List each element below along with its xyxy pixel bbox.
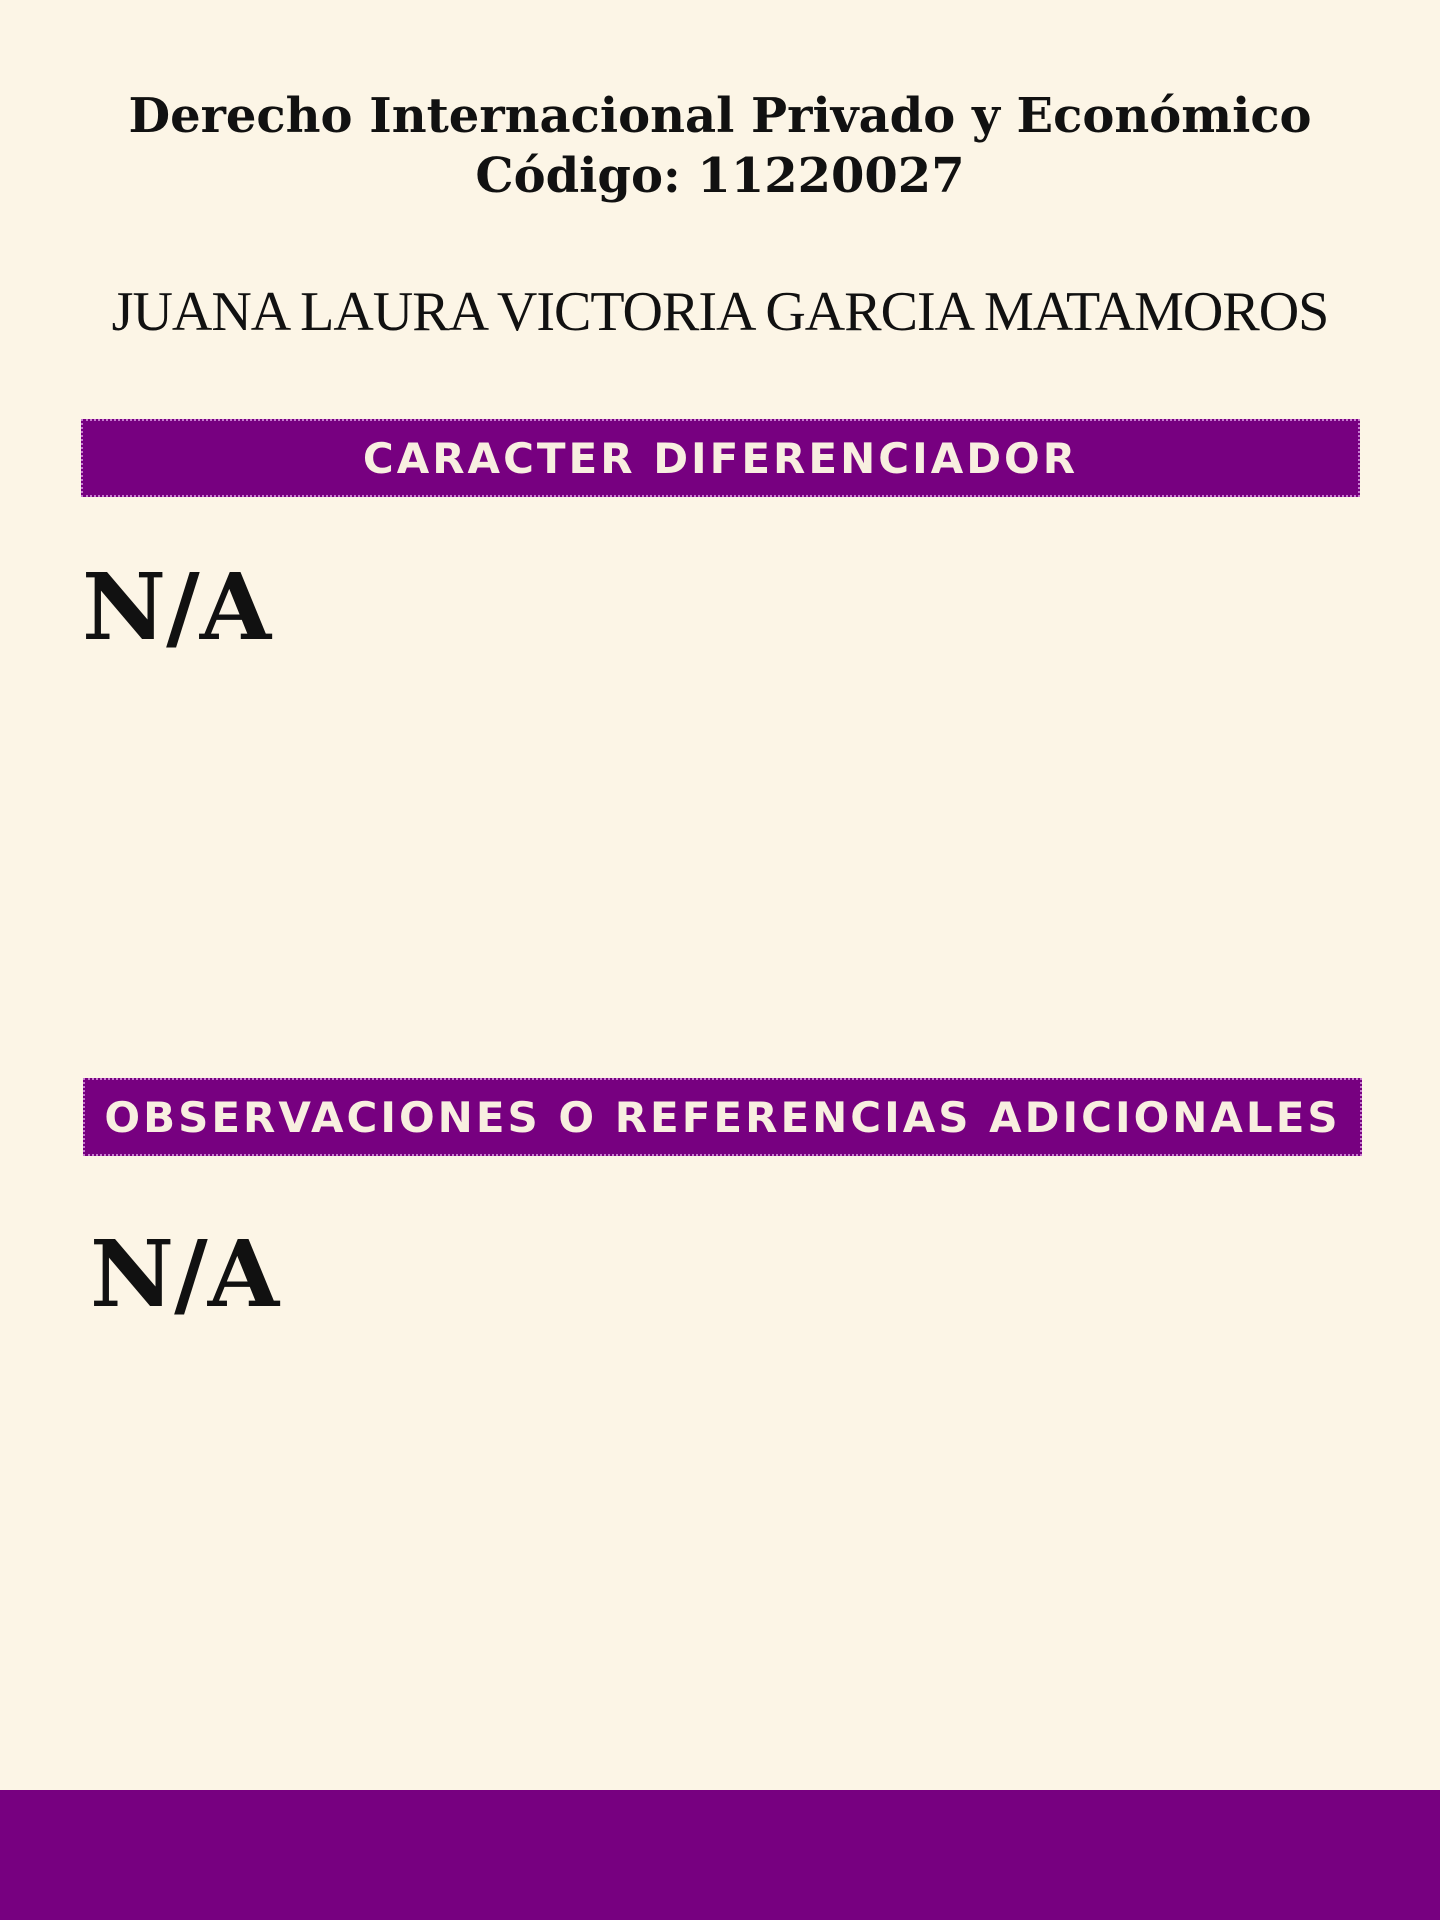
- section-value-observaciones: N/A: [90, 1220, 280, 1328]
- section-value-caracter-diferenciador: N/A: [82, 553, 272, 661]
- course-title: Derecho Internacional Privado y Económico: [128, 88, 1312, 144]
- course-code: Código: 11220027: [475, 148, 965, 204]
- footer-bar: [0, 1790, 1440, 1920]
- section-heading: OBSERVACIONES O REFERENCIAS ADICIONALES: [104, 1092, 1341, 1142]
- section-banner-caracter-diferenciador: [81, 419, 1360, 497]
- author-name: JUANA LAURA VICTORIA GARCIA MATAMOROS: [111, 281, 1329, 343]
- section-heading: CARACTER DIFERENCIADOR: [362, 433, 1079, 483]
- section-banner-observaciones: [83, 1078, 1362, 1156]
